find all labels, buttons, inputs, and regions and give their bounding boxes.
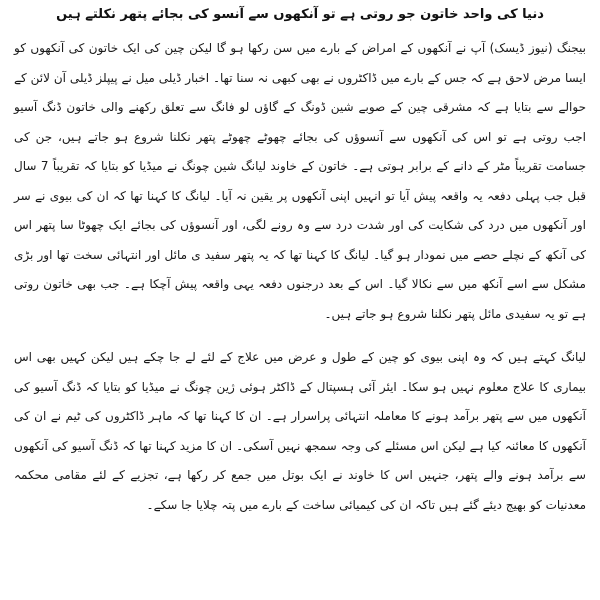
article-paragraph: بیجنگ (نیوز ڈیسک) آپ نے آنکھوں کے امراض کے بارے میں سن رکھا ہو گا لیکن چین کی ایک خاتون کی آنکھوں کو ایسا مرض لاحق ہے کہ جس کے بارے میں ڈاکٹروں نے بھی کبھی نہ سنا تھا۔ اخبار ڈیلی میل نے پیپلز ڈیلی آن لائن کے حوالے سے بتایا ہے کہ مشرقی چین کے صوبے شین ڈونگ کے گاؤں لو فانگ سے تعلق رکھنے والی خاتون ڈنگ آسیو اجب روتی ہے تو اس کی آنکھوں سے آنسوؤں کی بجائے چھوٹے چھوٹے پتھر نکلنا شروع ہو جاتے ہیں، جن کی جسامت تقریباً مٹر کے دانے کے برابر ہوتی ہے۔ خاتون کے خاوند لیانگ شین چونگ نے میڈیا کو بتایا کہ تقریباً 7 سال قبل جب پہلی دفعہ یہ واقعہ پیش آیا تو انہیں اپنی آنکھوں پر یقین نہ آیا۔ لیانگ کا کہنا تھا کہ ان کی بیوی نے سر اور آنکھوں میں درد کی شکایت کی اور شدت درد سے وہ رونے لگی، اور آنسوؤں کی بجائے ایک چھوٹا سا پتھر اس کی آنکھ کے نچلے حصے میں نمودار ہو گیا۔ لیانگ کا کہنا تھا کہ یہ پتھر سفید ی مائل اور انتہائی سخت تھا اور بڑی مشکل سے اسے آنکھ میں سے نکالا گیا۔ اس کے بعد درجنوں دفعہ یہی واقعہ پیش آچکا ہے۔ جب بھی خاتون روتی ہے تو یہ سفیدی مائل پتھر نکلنا شروع ہو جاتے ہیں۔: [14, 41, 586, 321]
article-paragraph: لیانگ کہتے ہیں کہ وہ اپنی بیوی کو چین کے طول و عرض میں علاج کے لئے لے جا چکے ہیں لیکن کہیں بھی اس بیماری کا علاج معلوم نہیں ہو سکا۔ ایئر آئی ہسپتال کے ڈاکٹر ہوئی ژین چونگ نے میڈیا کو بتایا کہ ڈنگ آسیو کی آنکھوں میں سے پتھر برآمد ہونے کا معاملہ انتہائی پراسرار ہے۔ ان کا کہنا تھا کہ ماہر ڈاکٹروں کی ٹیم نے ان کی آنکھوں کا معائنہ کیا ہے لیکن اس مسئلے کی وجہ سمجھ نہیں آسکی۔ ان کا مزید کہنا تھا کہ ڈنگ آسیو کی آنکھوں سے برآمد ہونے والے پتھر، جنہیں اس کا خاوند نے ایک بوتل میں جمع کر رکھا ہے، تجزیے کے لئے مقامی محکمہ معدنیات کو بھیج دیئے گئے ہیں تاکہ ان کی کیمیائی ساخت کے بارے میں پتہ چلایا جا سکے۔: [14, 350, 586, 512]
article-headline: دنیا کی واحد خاتون جو روتی ہے تو آنکھوں سے آنسو کی بجائے پتھر نکلتے ہیں: [56, 7, 544, 22]
